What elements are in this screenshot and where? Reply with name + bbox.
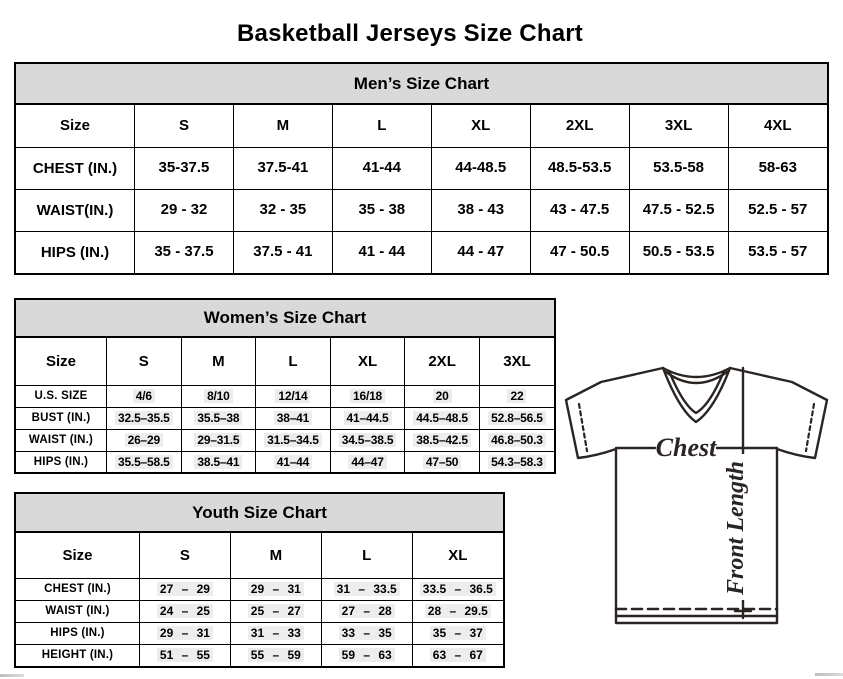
size-range-cell	[479, 429, 554, 451]
size-range-cell	[728, 147, 827, 189]
size-range-value: 41–44	[274, 455, 312, 469]
size-range-cell	[107, 429, 182, 451]
size-range-value: 37.5-41	[257, 159, 309, 176]
row-label: CHEST (IN.)	[16, 147, 135, 189]
size-range-cell	[140, 644, 231, 666]
size-range-value: 44–47	[348, 455, 386, 469]
size-range-cell	[629, 189, 728, 231]
size-range-value: 48.5-53.5	[547, 159, 612, 176]
size-range-cell	[412, 622, 503, 644]
column-header-xl: XL	[330, 338, 405, 385]
size-range-cell	[330, 429, 405, 451]
size-range-cell	[256, 407, 331, 429]
womens-size-chart-section	[14, 298, 556, 474]
table-row	[16, 429, 554, 451]
row-label: WAIST (IN.)	[16, 429, 107, 451]
size-range-cell	[140, 600, 231, 622]
womens-size-table	[16, 338, 554, 473]
column-header-2xl: 2XL	[530, 105, 629, 147]
size-range-cell	[135, 189, 234, 231]
size-range-cell	[321, 600, 412, 622]
size-range-value: 33.5 – 36.5	[420, 582, 496, 596]
size-range-cell	[256, 385, 331, 407]
size-range-value: 33 – 35	[339, 626, 395, 640]
size-range-value: 50.5 - 53.5	[642, 243, 715, 261]
size-range-value: 54.3–58.3	[488, 455, 546, 469]
table-row	[16, 622, 503, 644]
column-header-m: M	[230, 533, 321, 578]
size-range-cell	[431, 147, 530, 189]
size-range-cell	[230, 644, 321, 666]
youth-size-table	[16, 533, 503, 666]
column-header-l: L	[256, 338, 331, 385]
table-row	[16, 147, 827, 189]
size-range-cell	[332, 147, 431, 189]
column-header-size: Size	[16, 338, 107, 385]
size-range-cell	[135, 231, 234, 273]
row-label: BUST (IN.)	[16, 407, 107, 429]
size-range-cell	[135, 147, 234, 189]
size-range-cell	[330, 385, 405, 407]
size-range-value: 37.5 - 41	[253, 243, 313, 261]
column-header-xl: XL	[431, 105, 530, 147]
size-range-value: 31 – 33.5	[334, 582, 400, 596]
size-range-cell	[181, 407, 256, 429]
mens-size-table	[16, 105, 827, 273]
size-range-value: 31 – 33	[248, 626, 304, 640]
size-range-value: 44 - 47	[457, 243, 505, 261]
size-range-value: 52.5 - 57	[748, 201, 808, 218]
size-range-value: 47.5 - 52.5	[642, 201, 715, 218]
table-row	[16, 600, 503, 622]
size-range-cell	[181, 451, 256, 473]
size-range-value: 41–44.5	[344, 411, 392, 425]
mens-size-chart-section	[14, 62, 829, 275]
column-header-xl: XL	[412, 533, 503, 578]
size-range-value: 34.5–38.5	[339, 433, 397, 447]
table-row	[16, 451, 554, 473]
size-range-cell	[256, 451, 331, 473]
size-range-cell	[321, 644, 412, 666]
womens-chart-header: Women’s Size Chart	[16, 300, 554, 338]
table-row	[16, 231, 827, 273]
size-range-cell	[412, 600, 503, 622]
jersey-outline-icon	[558, 360, 843, 672]
size-range-value: 27 – 28	[339, 604, 395, 618]
size-range-value: 46.8–50.3	[488, 433, 546, 447]
column-header-l: L	[321, 533, 412, 578]
size-range-cell	[107, 451, 182, 473]
chest-measure-label: Chest	[655, 433, 717, 462]
size-range-value: 35-37.5	[158, 159, 210, 176]
row-label: HIPS (IN.)	[16, 622, 140, 644]
size-range-value: 41 - 44	[358, 243, 406, 261]
size-range-cell	[412, 578, 503, 600]
column-header-size: Size	[16, 533, 140, 578]
page-title: Basketball Jerseys Size Chart	[237, 20, 583, 48]
size-range-value: 28 – 29.5	[425, 604, 491, 618]
size-range-value: 41-44	[362, 159, 401, 176]
size-range-cell	[728, 231, 827, 273]
youth-chart-header: Youth Size Chart	[16, 494, 503, 533]
size-range-cell	[233, 147, 332, 189]
row-label: HIPS (IN.)	[16, 451, 107, 473]
size-range-value: 53.5-58	[653, 159, 704, 176]
size-range-value: 47–50	[423, 455, 461, 469]
size-range-cell	[530, 231, 629, 273]
size-range-value: 27 – 29	[157, 582, 213, 596]
bottom-edge-artifact-right	[815, 673, 843, 676]
column-header-3xl: 3XL	[629, 105, 728, 147]
size-range-value: 22	[507, 389, 526, 403]
column-header-3xl: 3XL	[479, 338, 554, 385]
size-range-cell	[431, 231, 530, 273]
size-range-cell	[629, 147, 728, 189]
bottom-edge-artifact-left	[0, 674, 24, 677]
size-range-value: 55 – 59	[248, 648, 304, 662]
size-range-cell	[233, 231, 332, 273]
column-header-m: M	[181, 338, 256, 385]
size-range-value: 24 – 25	[157, 604, 213, 618]
size-range-value: 35 - 37.5	[154, 243, 214, 261]
womens-column-header-row	[16, 338, 554, 385]
size-range-value: 29 – 31	[248, 582, 304, 596]
size-range-cell	[140, 578, 231, 600]
column-header-s: S	[135, 105, 234, 147]
youth-size-chart-section	[14, 492, 505, 668]
table-row	[16, 385, 554, 407]
size-range-cell	[530, 147, 629, 189]
size-range-value: 25 – 27	[248, 604, 304, 618]
size-range-cell	[107, 385, 182, 407]
column-header-s: S	[107, 338, 182, 385]
size-range-cell	[181, 385, 256, 407]
size-range-cell	[230, 600, 321, 622]
size-range-value: 35.5–58.5	[115, 455, 173, 469]
size-range-cell	[405, 385, 480, 407]
size-range-value: 35.5–38	[194, 411, 242, 425]
size-range-cell	[321, 578, 412, 600]
size-range-value: 4/6	[133, 389, 155, 403]
size-range-cell	[530, 189, 629, 231]
column-header-size: Size	[16, 105, 135, 147]
size-range-value: 35 - 38	[358, 201, 406, 218]
row-label: WAIST(IN.)	[16, 189, 135, 231]
size-range-cell	[479, 407, 554, 429]
size-range-value: 38.5–41	[194, 455, 242, 469]
size-range-value: 26–29	[125, 433, 163, 447]
size-range-value: 38 - 43	[457, 201, 505, 218]
table-row	[16, 578, 503, 600]
size-range-value: 44.5–48.5	[413, 411, 471, 425]
row-label: HEIGHT (IN.)	[16, 644, 140, 666]
size-range-cell	[479, 385, 554, 407]
size-range-cell	[233, 189, 332, 231]
size-range-cell	[140, 622, 231, 644]
size-range-value: 52.8–56.5	[488, 411, 546, 425]
size-range-cell	[332, 231, 431, 273]
table-row	[16, 407, 554, 429]
column-header-m: M	[233, 105, 332, 147]
size-range-cell	[321, 622, 412, 644]
size-range-value: 20	[433, 389, 452, 403]
youth-column-header-row	[16, 533, 503, 578]
size-range-cell	[479, 451, 554, 473]
size-range-value: 12/14	[275, 389, 310, 403]
mens-chart-header: Men’s Size Chart	[16, 64, 827, 105]
size-range-cell	[330, 451, 405, 473]
size-range-cell	[405, 451, 480, 473]
size-range-value: 38.5–42.5	[413, 433, 471, 447]
size-range-value: 29–31.5	[194, 433, 242, 447]
size-range-value: 29 – 31	[157, 626, 213, 640]
column-header-l: L	[332, 105, 431, 147]
size-range-value: 16/18	[350, 389, 385, 403]
size-range-cell	[330, 407, 405, 429]
size-range-cell	[412, 644, 503, 666]
size-range-value: 31.5–34.5	[264, 433, 322, 447]
size-range-cell	[405, 429, 480, 451]
size-range-value: 43 - 47.5	[550, 201, 610, 218]
table-row	[16, 189, 827, 231]
column-header-2xl: 2XL	[405, 338, 480, 385]
size-range-cell	[230, 622, 321, 644]
size-range-cell	[107, 407, 182, 429]
size-range-cell	[332, 189, 431, 231]
column-header-s: S	[140, 533, 231, 578]
size-range-value: 53.5 - 57	[748, 243, 808, 261]
mens-column-header-row	[16, 105, 827, 147]
size-range-cell	[405, 407, 480, 429]
size-range-value: 44-48.5	[455, 159, 507, 176]
size-range-cell	[256, 429, 331, 451]
row-label: WAIST (IN.)	[16, 600, 140, 622]
size-range-value: 47 - 50.5	[550, 243, 610, 261]
size-range-value: 63 – 67	[430, 648, 486, 662]
size-range-cell	[728, 189, 827, 231]
size-range-value: 32 - 35	[259, 201, 307, 218]
front-length-measure-label: Front Length	[723, 460, 749, 596]
size-range-value: 38–41	[274, 411, 312, 425]
row-label: U.S. SIZE	[16, 385, 107, 407]
size-range-value: 29 - 32	[160, 201, 208, 218]
size-range-value: 58-63	[758, 159, 797, 176]
size-range-cell	[629, 231, 728, 273]
jersey-measurement-diagram	[558, 360, 843, 672]
size-range-value: 59 – 63	[339, 648, 395, 662]
size-range-cell	[431, 189, 530, 231]
row-label: HIPS (IN.)	[16, 231, 135, 273]
size-range-value: 8/10	[204, 389, 233, 403]
size-range-value: 51 – 55	[157, 648, 213, 662]
row-label: CHEST (IN.)	[16, 578, 140, 600]
table-row	[16, 644, 503, 666]
size-range-cell	[230, 578, 321, 600]
size-range-value: 35 – 37	[430, 626, 486, 640]
column-header-4xl: 4XL	[728, 105, 827, 147]
size-range-cell	[181, 429, 256, 451]
size-range-value: 32.5–35.5	[115, 411, 173, 425]
